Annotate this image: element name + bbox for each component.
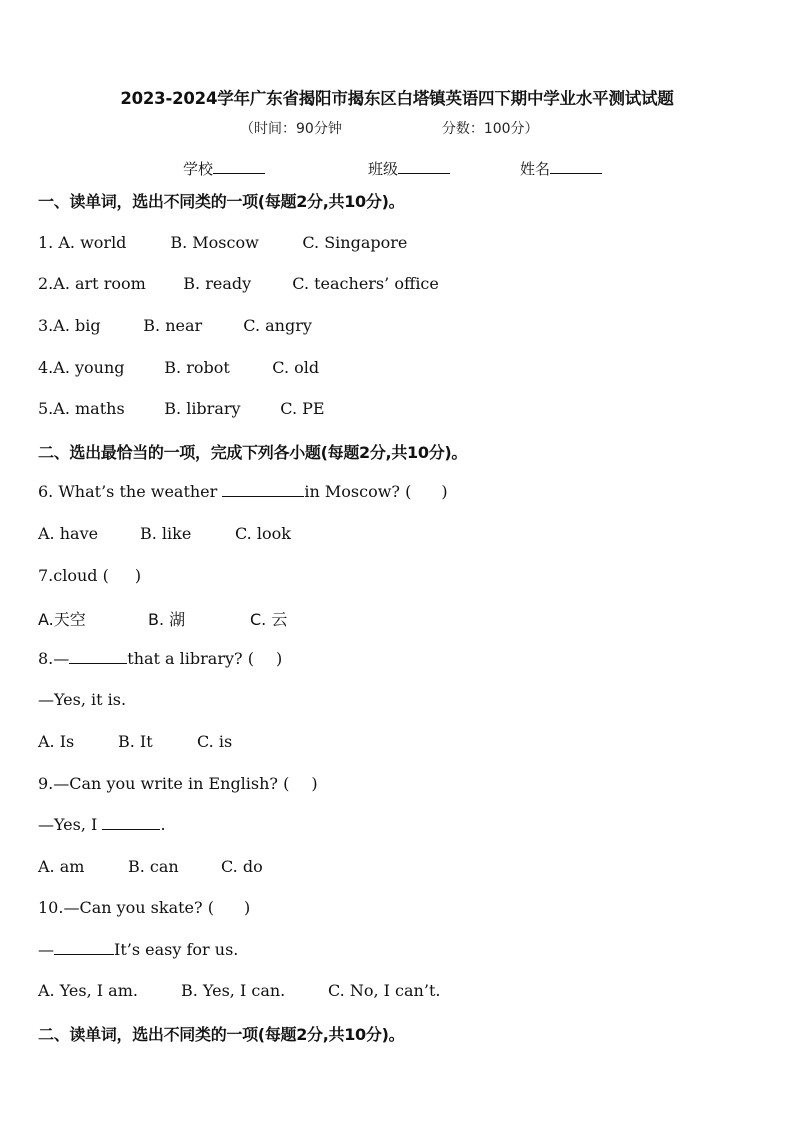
question-6-options bbox=[38, 524, 291, 543]
q6-blank[interactable] bbox=[222, 482, 304, 497]
q7-option-c[interactable]: C. 云 bbox=[250, 610, 288, 629]
q8-option-c[interactable]: C. is bbox=[197, 732, 233, 751]
school-field[interactable]: 学校 bbox=[183, 158, 265, 179]
q8-option-a[interactable]: A. Is bbox=[38, 732, 75, 751]
question-1: 1. A. world B. Moscow C. Singapore bbox=[38, 233, 408, 252]
question-9-answer: —Yes, I . bbox=[38, 815, 166, 834]
question-9: 9.—Can you write in English? ( ) bbox=[38, 774, 318, 793]
q3-option-a[interactable]: A. big bbox=[53, 316, 101, 335]
q3-option-b[interactable]: B. near bbox=[143, 316, 203, 335]
section2-title: 二、选出最恰当的一项，完成下列各小题(每题2分,共10分)。 bbox=[38, 443, 468, 462]
q3-option-c[interactable]: C. angry bbox=[243, 316, 312, 335]
q7-option-a[interactable]: A.天空 bbox=[38, 610, 86, 629]
class-field[interactable]: 班级 bbox=[368, 158, 450, 179]
q10-option-c[interactable]: C. No, I can’t. bbox=[328, 981, 441, 1000]
question-2: 2.A. art room B. ready C. teachers’ office bbox=[38, 274, 439, 293]
question-4: 4.A. young B. robot C. old bbox=[38, 358, 320, 377]
name-field[interactable]: 姓名 bbox=[520, 158, 602, 179]
q2-option-a[interactable]: A. art room bbox=[53, 274, 146, 293]
q1-option-a[interactable]: A. world bbox=[58, 233, 127, 252]
q5-option-c[interactable]: C. PE bbox=[280, 399, 325, 418]
q2-option-c[interactable]: C. teachers’ office bbox=[292, 274, 439, 293]
question-8: 8.— that a library? ( ) bbox=[38, 649, 283, 668]
q10-option-a[interactable]: A. Yes, I am. bbox=[38, 981, 138, 1000]
q5-option-b[interactable]: B. library bbox=[164, 399, 241, 418]
exam-title: 2023-2024学年广东省揭阳市揭东区白塔镇英语四下期中学业水平测试试题 bbox=[120, 89, 674, 108]
q8-blank[interactable] bbox=[69, 649, 127, 664]
q6-option-c[interactable]: C. look bbox=[235, 524, 291, 543]
question-7-options bbox=[38, 607, 287, 630]
question-3: 3.A. big B. near C. angry bbox=[38, 316, 312, 335]
q10-option-b[interactable]: B. Yes, I can. bbox=[181, 981, 286, 1000]
q4-option-c[interactable]: C. old bbox=[272, 358, 320, 377]
question-10-answer: — It’s easy for us. bbox=[38, 940, 239, 959]
q9-blank[interactable] bbox=[102, 815, 160, 830]
question-6: 6. What’s the weather in Moscow? ( ) bbox=[38, 482, 448, 501]
question-8-options bbox=[38, 732, 232, 751]
q6-option-b[interactable]: B. like bbox=[140, 524, 192, 543]
exam-score: 分数：100分） bbox=[441, 121, 539, 137]
q4-option-b[interactable]: B. robot bbox=[164, 358, 230, 377]
q2-option-b[interactable]: B. ready bbox=[183, 274, 252, 293]
q5-option-a[interactable]: A. maths bbox=[53, 399, 125, 418]
question-5: 5.A. maths B. library C. PE bbox=[38, 399, 325, 418]
question-9-options bbox=[38, 857, 263, 876]
exam-meta bbox=[240, 118, 539, 138]
q7-option-b[interactable]: B. 湖 bbox=[148, 610, 186, 629]
q1-option-c[interactable]: C. Singapore bbox=[302, 233, 408, 252]
exam-time: （时间：90分钟 bbox=[240, 121, 342, 137]
q1-option-b[interactable]: B. Moscow bbox=[170, 233, 259, 252]
q9-option-b[interactable]: B. can bbox=[128, 857, 179, 876]
q9-option-a[interactable]: A. am bbox=[38, 857, 85, 876]
q10-blank[interactable] bbox=[54, 940, 114, 955]
q6-option-a[interactable]: A. have bbox=[38, 524, 99, 543]
section3-title: 二、读单词，选出不同类的一项(每题2分,共10分)。 bbox=[38, 1025, 405, 1044]
question-10: 10.—Can you skate? ( ) bbox=[38, 898, 251, 917]
question-8-answer: —Yes, it is. bbox=[38, 690, 127, 709]
section1-title: 一、读单词，选出不同类的一项(每题2分,共10分)。 bbox=[38, 192, 405, 211]
question-7: 7.cloud ( ) bbox=[38, 566, 142, 585]
q9-option-c[interactable]: C. do bbox=[221, 857, 263, 876]
q4-option-a[interactable]: A. young bbox=[53, 358, 125, 377]
q8-option-b[interactable]: B. It bbox=[118, 732, 153, 751]
question-10-options bbox=[38, 981, 440, 1000]
